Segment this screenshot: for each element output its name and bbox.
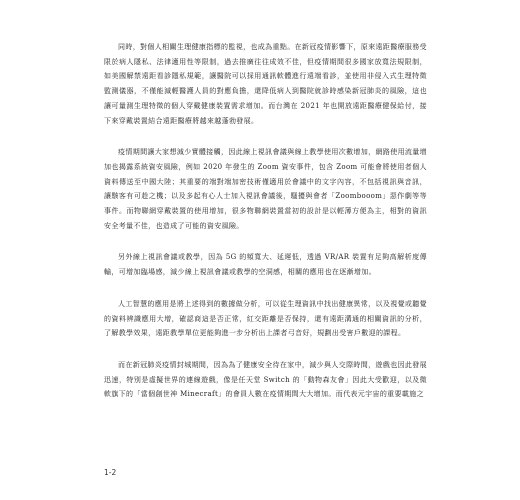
paragraph-vr-ar: 另外線上視訊會議或教學，因為 5G 的頻寬大、延遲低，透過 VR/AR 裝置有足夠高解析度傳輸，可增加臨場感，減少線上視訊會議或教學的空洞感，相關的應用也在逐漸增加。 [104,253,427,277]
paragraph-security-risk: 疫情期間讓大家想減少實體接觸，因此線上視訊會議與線上教學使用次數增加，網路使用流量增加也揭露系統資安風險，例如 2020 年發生的 Zoom 資安事件，包含 Zoom 可能會將使用者個人資料傳送至中國大陸；其重要的端對端加密技術僅適用於會議中的文字內容，不包括視訊與音訊，讓駭客有可趁之機；以及多起有心人士加入視訊會議後，騷擾與會者「Zoombooom」惡作劇等等事件。而物聯網穿戴裝置的使用增加，很多物聯網裝置當初的設計是以輕薄方便為主，相對的資訊安全考量不佳，也造成了可能的資安風險。 [104,148,427,230]
paragraph-gaming: 而在新冠肺炎疫情封城期間，因為為了健康安全待在家中，減少與人交際時間，遊戲也因此發展迅速，特別是虛擬世界的連線遊戲，像是任天堂 Switch 的「動物森友會」因此大受歡迎，以及微軟旗下的「當個創世神 Minecraft」的會員人數在疫情期間大大增加。而代表元宇宙的重要載施之 [104,360,427,399]
body-text [104,40,427,419]
paragraph-ai: 人工智慧的應用是將上述得到的數據做分析，可以從生理資訊中找出健康異常，以及視覺或聽覺的資料辨識應用大增，確認商這是否正常，紅交距離是否保持，還有遠距溝通的相關資訊的分析，了解教學效果，遠距教學單位更能夠進一步分析出上課者弓音好，規劃出受害戶數迎的課程。 [104,299,427,338]
paragraph-telemedicine: 同時，對個人相關生理健康指標的監視，也成為重點。在新冠疫情影響下，原來遠距醫療服務受限於病人隱私、法律適用性等限制，過去推廣往往成效不佳，但疫情期間很多國家放寬法規限制，如美國解禁遠距看診隱私規範，讓醫院可以採用通訊軟體進行遠端看診，並使用非侵入式生理特徵監測儀器，不僅能減輕醫護人員的對應負擔，還降低病人到醫院就診時感染新冠肺炎的風險，這也讓可量測生理特徵的個人穿戴健康裝置需求增加。而台灣在 2021 年也開放遠距醫療健保給付，接下來穿戴裝置結合遠距醫療將越來越蓬勃發展。 [104,43,427,125]
page-number: 1-2 [104,468,117,477]
